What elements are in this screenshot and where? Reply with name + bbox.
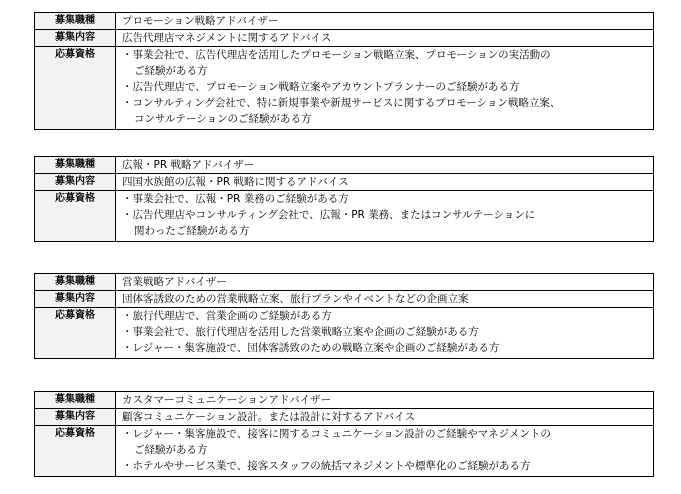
position-content: 広告代理店マネジメントに関するアドバイス	[116, 30, 654, 47]
content-label: 募集内容	[35, 174, 116, 191]
qualification-label: 応募資格	[35, 191, 116, 242]
title-row	[35, 392, 654, 409]
qualification-item: ・ホテルやサービス業で、接客スタッフの統括マネジメントや標準化のご経験がある方	[122, 460, 531, 472]
title-label: 募集職種	[35, 13, 116, 30]
qualification-row	[35, 191, 654, 242]
position-content: 四国水族館の広報・PR 戦略に関するアドバイス	[116, 174, 654, 191]
position-table	[34, 156, 654, 242]
qualification-list-cell	[116, 308, 654, 359]
qualification-item: ・レジャー・集客施設で、接客に関するコミュニケーション設計のご経験やマネジメントの ご経験がある方	[122, 428, 551, 456]
position-table	[34, 12, 654, 130]
position-title: 広報・PR 戦略アドバイザー	[116, 157, 654, 174]
position-content: 顧客コミュニケーション設計。または設計に対するアドバイス	[116, 409, 654, 426]
content-label: 募集内容	[35, 409, 116, 426]
qualification-item: ・事業会社で、広報・PR 業務のご経験がある方	[122, 193, 349, 205]
qualification-row	[35, 308, 654, 359]
content-label: 募集内容	[35, 30, 116, 47]
title-row	[35, 274, 654, 291]
qualification-item: ・コンサルティング会社で、特に新規事業や新規サービスに関するプロモーション戦略立案、 コンサルテーションのご経験がある方	[122, 97, 561, 125]
title-row	[35, 13, 654, 30]
qualification-item: ・レジャー・集客施設で、団体客誘致のための戦略立案や企画のご経験がある方	[122, 342, 500, 354]
content-row	[35, 291, 654, 308]
qualification-item: ・広告代理店やコンサルティング会社で、広報・PR 業務、またはコンサルテーションに 関わったご経験がある方	[122, 209, 536, 237]
qualification-row	[35, 47, 654, 130]
content-label: 募集内容	[35, 291, 116, 308]
qualification-item: ・事業会社で、広告代理店を活用したプロモーション戦略立案、プロモーションの実活動の ご経験がある方	[122, 49, 551, 77]
qualification-row	[35, 426, 654, 477]
title-row	[35, 157, 654, 174]
qualification-item: ・事業会社で、旅行代理店を活用した営業戦略立案や企画のご経験がある方	[122, 326, 479, 338]
qualification-item: ・広告代理店で、プロモーション戦略立案やアカウントプランナーのご経験がある方	[122, 81, 520, 93]
position-title: カスタマーコミュニケーションアドバイザー	[116, 392, 654, 409]
qualification-list-cell	[116, 191, 654, 242]
title-label: 募集職種	[35, 392, 116, 409]
title-label: 募集職種	[35, 157, 116, 174]
qualification-item: ・旅行代理店で、営業企画のご経験がある方	[122, 310, 332, 322]
qualification-label: 応募資格	[35, 47, 116, 130]
qualification-list	[122, 47, 649, 129]
qualification-list	[122, 426, 649, 476]
position-title: 営業戦略アドバイザー	[116, 274, 654, 291]
title-label: 募集職種	[35, 274, 116, 291]
qualification-list-cell	[116, 47, 654, 130]
qualification-list	[122, 308, 649, 358]
qualification-list-cell	[116, 426, 654, 477]
position-table	[34, 273, 654, 359]
qualification-label: 応募資格	[35, 308, 116, 359]
position-title: プロモーション戦略アドバイザー	[116, 13, 654, 30]
qualification-label: 応募資格	[35, 426, 116, 477]
content-row	[35, 409, 654, 426]
qualification-list	[122, 191, 649, 241]
content-row	[35, 174, 654, 191]
content-row	[35, 30, 654, 47]
position-table	[34, 391, 654, 477]
position-content: 団体客誘致のための営業戦略立案、旅行プランやイベントなどの企画立案	[116, 291, 654, 308]
